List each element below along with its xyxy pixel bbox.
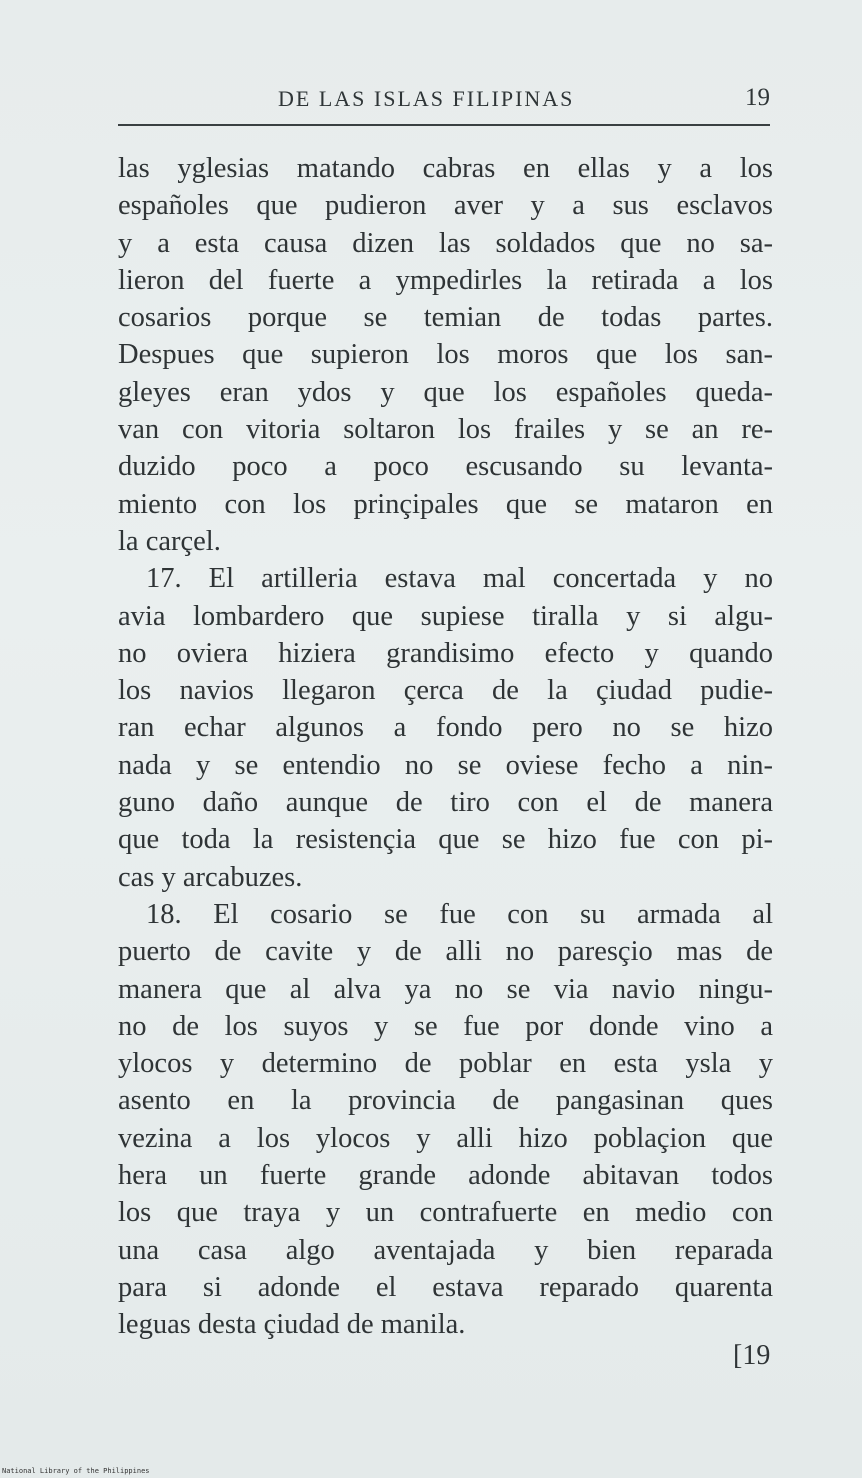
text-line: Despues que supieron los moros que los san- [118,339,773,371]
text-line: nada y se entendio no se oviese fecho a nin- [118,749,773,781]
text-line: y a esta causa dizen las soldados que no sa- [118,227,773,259]
paragraph-17-start: 17. El artilleria estava mal concertada y no [146,563,773,595]
text-line: no oviera hiziera grandisimo efecto y quando [118,637,773,669]
text-line: lieron del fuerte a ympedirles la retirada a los [118,264,773,296]
text-line: miento con los prinçipales que se mataron en [118,488,773,520]
text-line: las yglesias matando cabras en ellas y a los [118,153,773,184]
text-line: la carçel. [118,525,221,557]
library-credit: National Library of the Philippines [2,1467,150,1475]
page-number: 19 [745,84,770,111]
text-line: cas y arcabuzes. [118,861,303,893]
text-line: una casa algo aventajada y bien reparada [118,1234,773,1266]
text-line: ran echar algunos a fondo pero no se hizo [118,712,773,744]
text-line: vezina a los ylocos y alli hizo poblaçion que [118,1122,773,1154]
text-line: duzido poco a poco escusando su levanta- [118,451,773,483]
running-head: DE LAS ISLAS FILIPINAS [278,86,575,111]
text-line: los navios llegaron çerca de la çiudad pudie- [118,675,773,707]
text-line: que toda la resistençia que se hizo fue con pi- [118,824,773,856]
header-rule [118,124,770,126]
text-line: van con vitoria soltaron los frailes y se an re- [118,414,773,446]
text-line: puerto de cavite y de alli no paresçio mas de [118,936,773,968]
signature-mark: [19 [733,1340,771,1371]
body-text [118,150,773,1344]
text-line: gleyes eran ydos y que los españoles queda- [118,376,773,408]
text-line: asento en la provincia de pangasinan ques [118,1085,773,1117]
text-line: manera que al alva ya no se via navio ningu- [118,973,773,1005]
text-line: no de los suyos y se fue por donde vino a [118,1010,773,1042]
text-line: hera un fuerte grande adonde abitavan todos [118,1160,773,1192]
text-line: leguas desta çiudad de manila. [118,1309,466,1341]
text-line: los que traya y un contrafuerte en medio con [118,1197,773,1229]
text-line: para si adonde el estava reparado quarenta [118,1271,773,1303]
text-line: españoles que pudieron aver y a sus esclavos [118,190,773,222]
text-line: ylocos y determino de poblar en esta ysla y [118,1048,773,1080]
text-line: cosarios porque se temian de todas partes. [118,302,773,334]
paragraph-18-start: 18. El cosario se fue con su armada al [146,898,773,930]
text-line: avia lombardero que supiese tiralla y si algu- [118,600,773,632]
page-header [118,78,770,118]
text-line: guno daño aunque de tiro con el de manera [118,787,773,819]
